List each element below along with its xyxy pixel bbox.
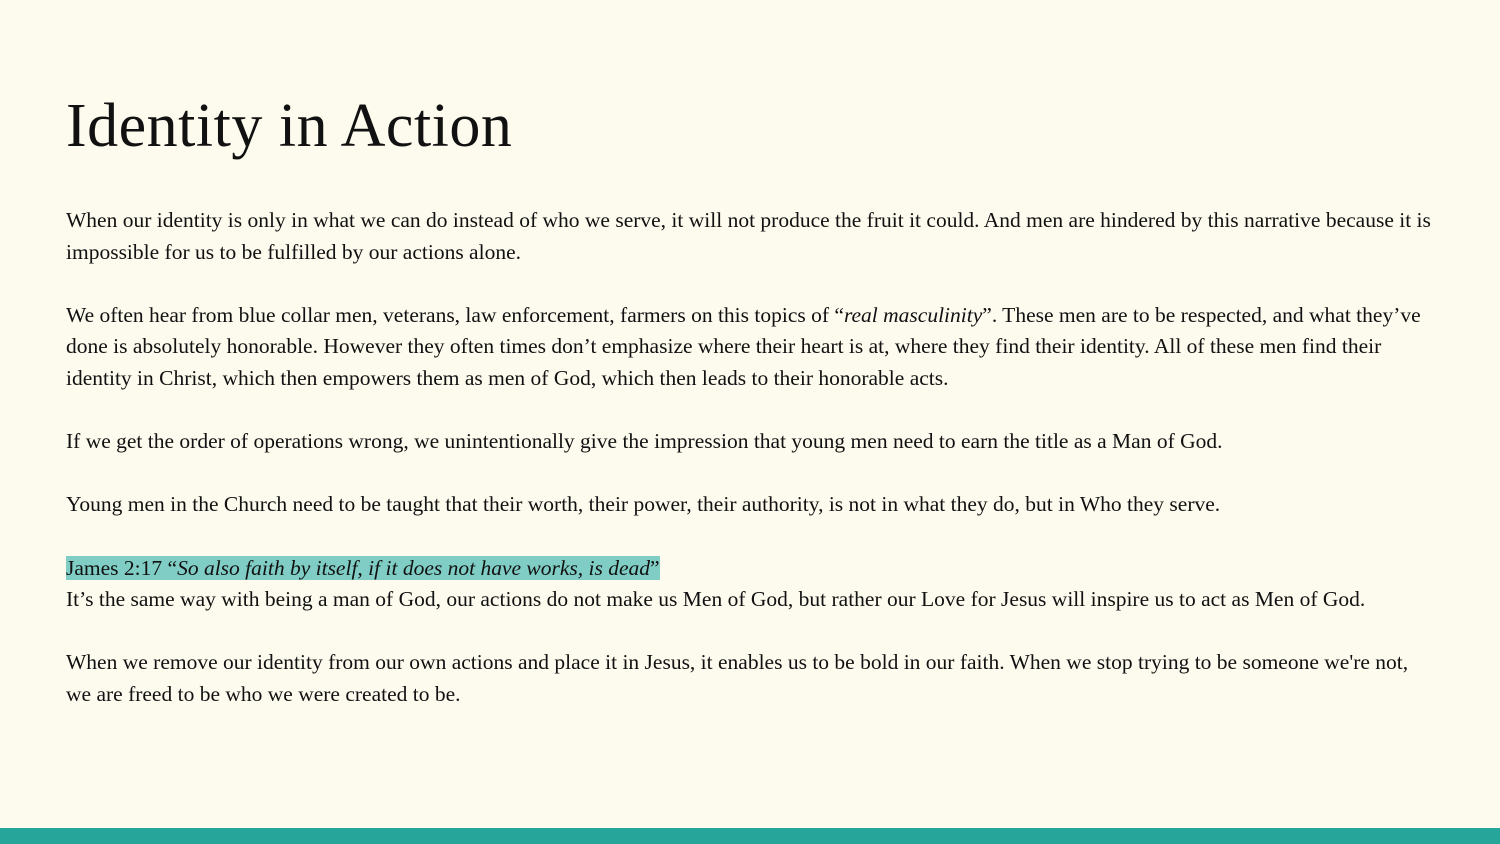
- verse-reference: James 2:17 “: [66, 555, 178, 580]
- paragraph-masculinity-end: ”. These men are to be respected, and what they’ve done is absolutely honorable. However they often times don’t emphasize where their heart is at, where they find their identity. All of these men find their identity in Christ, which then empowers them as men of God, which then leads to their honorable acts.: [66, 302, 1421, 390]
- paragraph-masculinity: [66, 300, 1436, 395]
- paragraph-young-men: Young men in the Church need to be taught that their worth, their power, their authority, is not in what they do, but in Who they serve.: [66, 492, 1221, 517]
- paragraph-order-of-operations: If we get the order of operations wrong, we unintentionally give the impression that young men need to earn the title as a Man of God.: [66, 429, 1223, 454]
- bottom-accent-bar: [0, 828, 1500, 844]
- paragraph-same-way: It’s the same way with being a man of God, our actions do not make us Men of God, but rather our Love for Jesus will inspire us to act as Men of God.: [66, 587, 1366, 612]
- paragraph-identity: When our identity is only in what we can do instead of who we serve, it will not produce the fruit it could. And men are hindered by this narrative because it is impossible for us to be fulfilled by our actions alone.: [66, 208, 1431, 264]
- emphasis-real-masculinity: real masculinity: [843, 302, 983, 327]
- verse-text: So also faith by itself, if it does not have works, is dead: [177, 555, 651, 580]
- verse-line: [66, 553, 1436, 585]
- slide-body: [66, 205, 1436, 711]
- paragraph-spacer: [66, 458, 1436, 490]
- paragraph-spacer: [66, 616, 1436, 648]
- paragraph-bold-in-faith: When we remove our identity from our own actions and place it in Jesus, it enables us to be bold in our faith. When we stop trying to be someone we're not, we are freed to be who we were created to be.: [66, 650, 1409, 706]
- paragraph-spacer: [66, 268, 1436, 300]
- paragraph-masculinity-start: We often hear from blue collar men, veterans, law enforcement, farmers on this topics of “: [66, 302, 844, 327]
- paragraph-spacer: [66, 521, 1436, 553]
- verse-highlight: [66, 556, 660, 580]
- paragraph-spacer: [66, 395, 1436, 427]
- verse-close-quote: ”: [650, 555, 660, 580]
- slide-title: Identity in Action: [66, 92, 513, 160]
